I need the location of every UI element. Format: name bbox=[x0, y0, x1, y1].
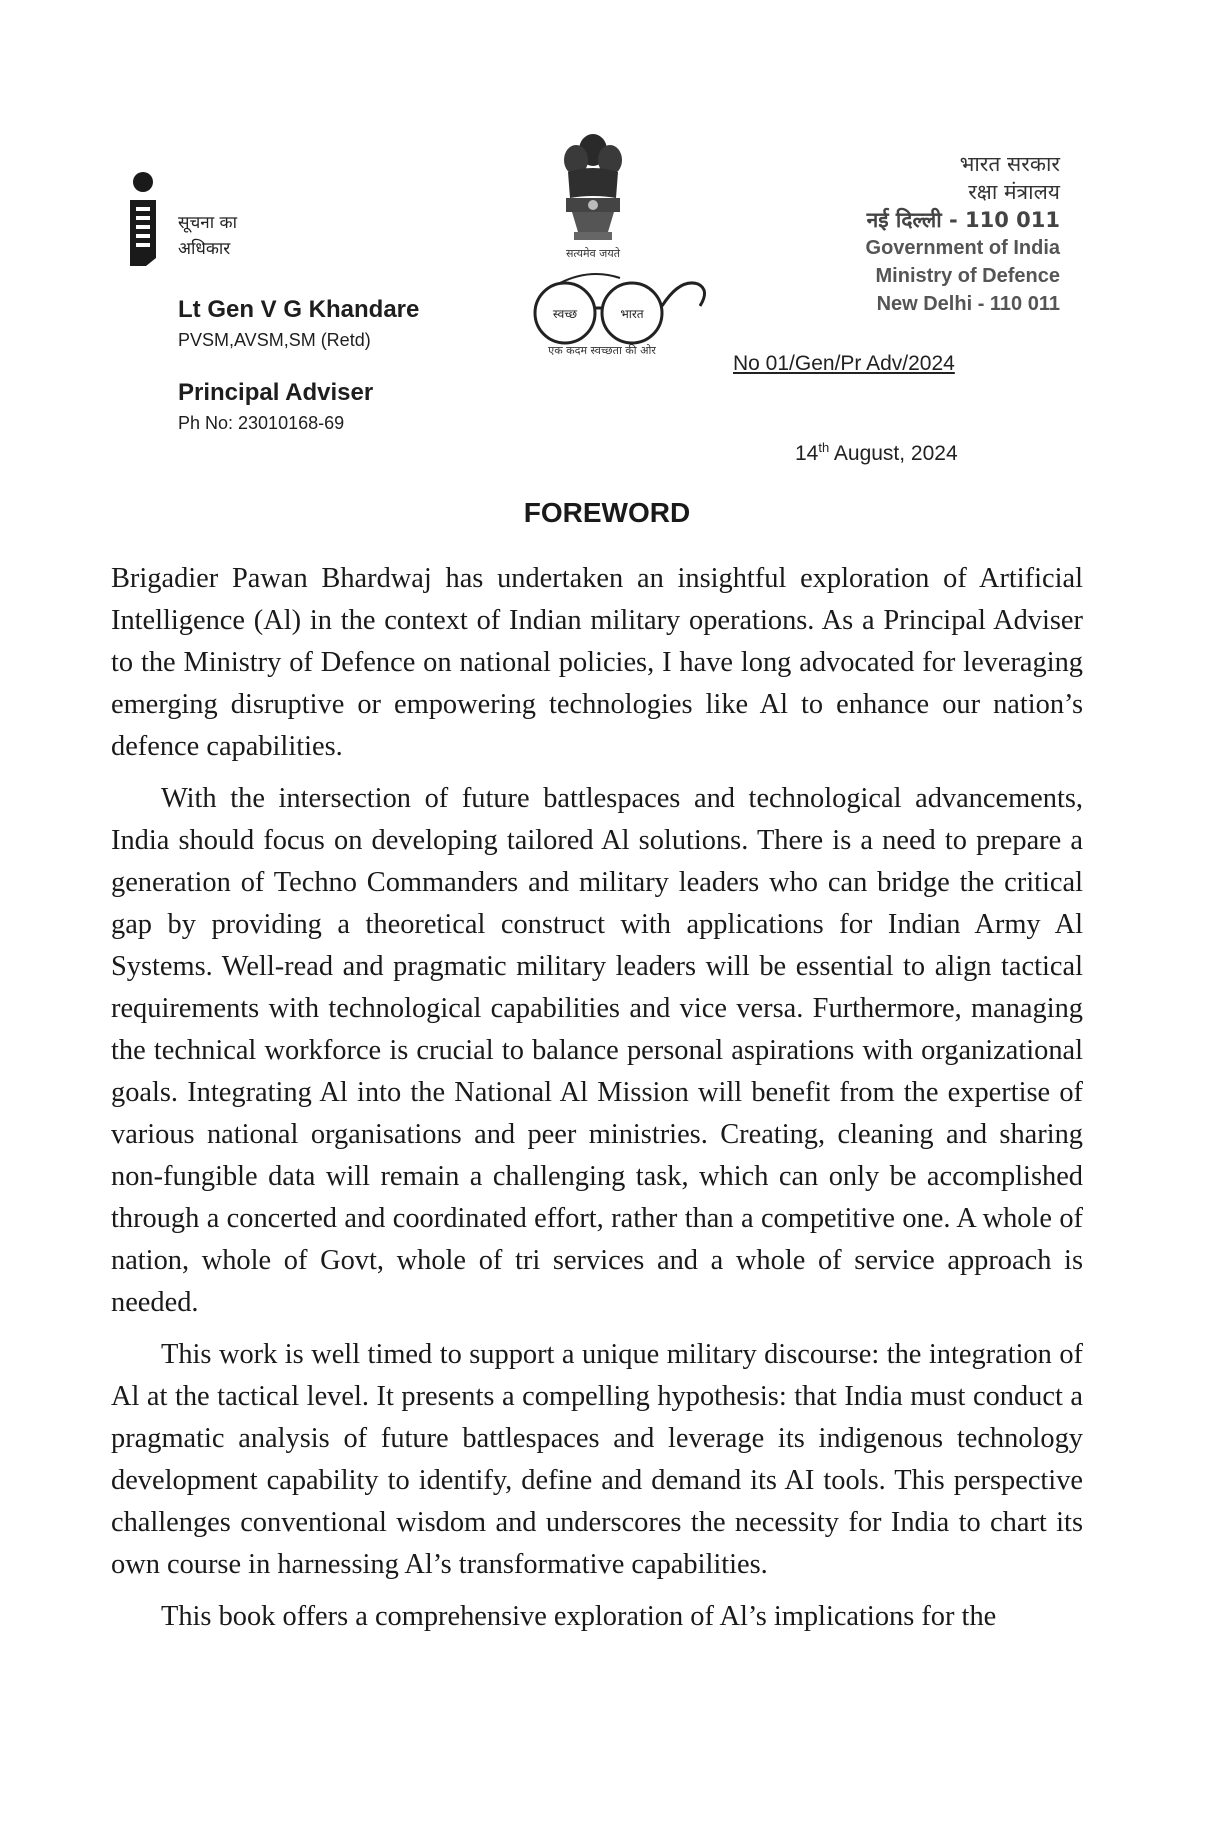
sender-phone: Ph No: 23010168-69 bbox=[178, 413, 345, 433]
rti-logo-text bbox=[178, 210, 237, 262]
swachh-tagline: एक कदम स्वच्छता की ओर bbox=[548, 344, 656, 357]
foreword-body bbox=[111, 558, 1083, 1648]
office-english-line-1: Government of India bbox=[865, 237, 1060, 259]
office-english-line-3: New Delhi - 110 011 bbox=[876, 293, 1060, 315]
page-title: FOREWORD bbox=[523, 497, 691, 528]
paragraph-1: Brigadier Pawan Bhardwaj has undertaken an insightful exploration of Artificial Intelligence (Al) in the context of Indian military operations. As a Principal Adviser to the Ministry of Defence on national policies, I have long advocated for leveraging emerging disruptive or empowering technologies like Al to enhance our nation’s defence capabilities. bbox=[111, 563, 1083, 762]
rti-line-1: सूचना का bbox=[178, 213, 237, 233]
office-hindi-line-3: नई दिल्ली - 110 011 bbox=[866, 208, 1060, 232]
date-rest: August, 2024 bbox=[829, 442, 958, 465]
sender-honours: PVSM,AVSM,SM (Retd) bbox=[178, 330, 371, 350]
swachh-left-lens: स्वच्छ bbox=[552, 307, 578, 321]
date-suffix: th bbox=[818, 440, 830, 455]
national-emblem-icon bbox=[548, 128, 638, 258]
reference-number: No 01/Gen/Pr Adv/2024 bbox=[733, 352, 955, 375]
rti-line-2: अधिकार bbox=[178, 239, 231, 259]
letter-date bbox=[795, 440, 958, 466]
emblem-motto: सत्यमेव जयते bbox=[565, 247, 620, 260]
office-address bbox=[866, 150, 1060, 318]
paragraph-3: This work is well timed to support a unique military discourse: the integration of Al at the tactical level. It presents a compelling hypothesis: that India must conduct a pragmatic analysis of future battlespaces and leverage its indigenous technology development capability to identify, define and demand its AI tools. This perspective challenges conventional wisdom and underscores the necessity for India to chart its own course in harnessing Al’s transformative capabilities. bbox=[111, 1339, 1083, 1580]
office-english-line-2: Ministry of Defence bbox=[875, 265, 1060, 287]
paragraph-4: This book offers a comprehensive exploration of Al’s implications for the bbox=[161, 1601, 997, 1632]
sender-title: Principal Adviser bbox=[178, 379, 374, 406]
swachh-right-lens: भारत bbox=[620, 307, 644, 321]
paragraph-2: With the intersection of future battlespaces and technological advancements, India should focus on developing tailored Al solutions. There is a need to prepare a generation of Techno Commanders and military leaders who can bridge the critical gap by providing a theoretical construct with applications for Indian Army Al Systems. Well-read and pragmatic military leaders will be essential to align tactical requirements with technological capabilities and vice versa. Furthermore, managing the technical workforce is crucial to balance personal aspirations with organizational goals. Integrating Al into the National Al Mission will benefit from the expertise of various national organisations and peer ministries. Creating, cleaning and sharing non-fungible data will remain a challenging task, which can only be accomplished through a concerted and coordinated effort, rather than a competitive one. A whole of nation, whole of Govt, whole of tri services and a whole of service approach is needed. bbox=[111, 783, 1083, 1318]
date-day: 14 bbox=[795, 442, 819, 465]
sender-name: Lt Gen V G Khandare bbox=[178, 296, 420, 323]
office-hindi-line-2: रक्षा मंत्रालय bbox=[968, 180, 1060, 204]
office-hindi-line-1: भारत सरकार bbox=[959, 152, 1060, 176]
sender-block bbox=[178, 296, 419, 434]
